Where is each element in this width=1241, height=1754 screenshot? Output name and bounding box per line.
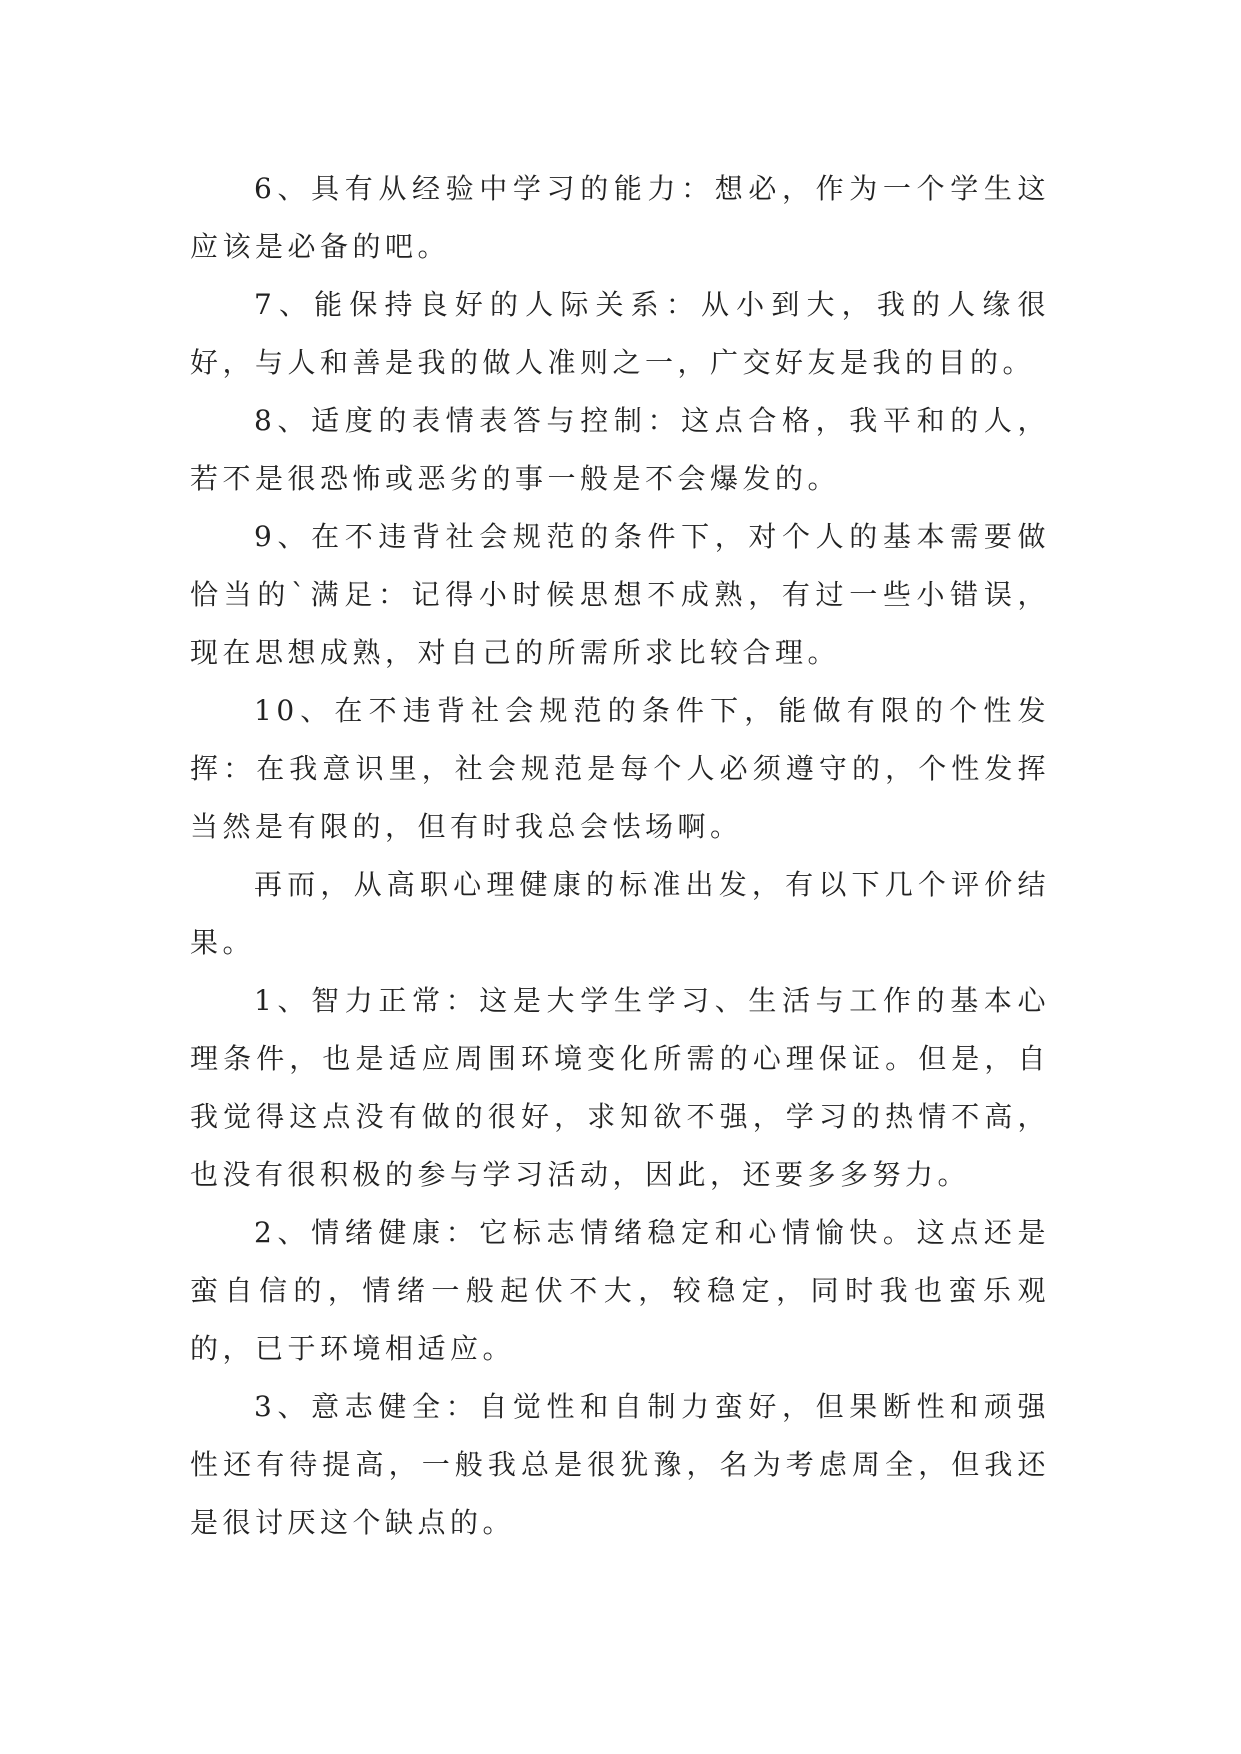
paragraph-item-7: 7、能保持良好的人际关系：从小到大，我的人缘很好，与人和善是我的做人准则之一，广交好友是我的目的。	[190, 288, 1050, 379]
paragraph-evaluation-intro: 再而，从高职心理健康的标准出发，有以下几个评价结果。	[190, 868, 1050, 959]
paragraph-evaluation-1: 1、智力正常：这是大学生学习、生活与工作的基本心理条件，也是适应周围环境变化所需的心理保证。但是，自我觉得这点没有做的很好，求知欲不强，学习的热情不高，也没有很积极的参与学习活动，因此，还要多多努力。	[190, 984, 1050, 1191]
document-body	[190, 160, 1050, 1552]
paragraph-item-6: 6、具有从经验中学习的能力：想必，作为一个学生这应该是必备的吧。	[190, 172, 1050, 263]
paragraph-evaluation-2: 2、情绪健康：它标志情绪稳定和心情愉快。这点还是蛮自信的，情绪一般起伏不大，较稳定，同时我也蛮乐观的，已于环境相适应。	[190, 1216, 1050, 1365]
paragraph-item-10: 10、在不违背社会规范的条件下，能做有限的个性发挥：在我意识里，社会规范是每个人必须遵守的，个性发挥当然是有限的，但有时我总会怯场啊。	[190, 694, 1050, 843]
paragraph-item-9: 9、在不违背社会规范的条件下，对个人的基本需要做恰当的`满足：记得小时候思想不成熟，有过一些小错误，现在思想成熟，对自己的所需所求比较合理。	[190, 520, 1050, 669]
paragraph-item-8: 8、适度的表情表答与控制：这点合格，我平和的人，若不是很恐怖或恶劣的事一般是不会爆发的。	[190, 404, 1050, 495]
paragraph-evaluation-3: 3、意志健全：自觉性和自制力蛮好，但果断性和顽强性还有待提高，一般我总是很犹豫，名为考虑周全，但我还是很讨厌这个缺点的。	[190, 1390, 1050, 1539]
